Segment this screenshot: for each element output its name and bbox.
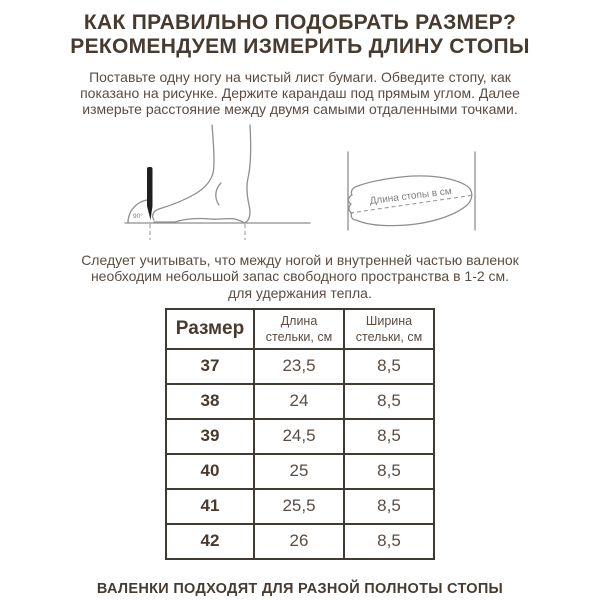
size-cell: 40 bbox=[166, 454, 254, 489]
measurement-instructions bbox=[0, 69, 600, 118]
width-cell: 8,5 bbox=[344, 524, 434, 559]
width-cell: 8,5 bbox=[344, 384, 434, 419]
width-cell: 8,5 bbox=[344, 349, 434, 384]
width-cell: 8,5 bbox=[344, 454, 434, 489]
length-cell: 25 bbox=[254, 454, 344, 489]
table-row bbox=[166, 384, 434, 419]
page-title bbox=[0, 11, 600, 60]
width-cell: 8,5 bbox=[344, 489, 434, 524]
length-cell: 26 bbox=[254, 524, 344, 559]
header-insole-width: Ширина стельки, см bbox=[344, 309, 434, 349]
length-cell: 24,5 bbox=[254, 419, 344, 454]
foot-outline-illustration bbox=[341, 146, 483, 238]
table-row bbox=[166, 524, 434, 559]
length-cell: 23,5 bbox=[254, 349, 344, 384]
length-cell: 24 bbox=[254, 384, 344, 419]
size-cell: 41 bbox=[166, 489, 254, 524]
size-table bbox=[165, 308, 435, 560]
size-cell: 39 bbox=[166, 419, 254, 454]
table-row bbox=[166, 419, 434, 454]
instruction-line: Поставьте одну ногу на чистый лист бумаги. Обведите стопу, как bbox=[89, 68, 511, 85]
size-cell: 38 bbox=[166, 384, 254, 419]
size-cell: 37 bbox=[166, 349, 254, 384]
instruction-line: измерьте расстояние между двумя самыми отдаленными точками. bbox=[82, 101, 518, 118]
illustrations-row bbox=[0, 121, 600, 243]
page-title-line2: РЕКОМЕНДУЕМ ИЗМЕРИТЬ ДЛИНУ СТОПЫ bbox=[70, 35, 530, 59]
note-line: необходим небольшой запас свободного пространства в 1-2 см. bbox=[90, 268, 510, 285]
pencil-icon bbox=[147, 167, 153, 220]
length-cell: 25,5 bbox=[254, 489, 344, 524]
note-line: Следует учитывать, что между ногой и внутренней частью валенок bbox=[81, 251, 519, 268]
size-cell: 42 bbox=[166, 524, 254, 559]
foot-length-label: Длина стопы в см bbox=[369, 185, 453, 207]
footer-note: ВАЛЕНКИ ПОДХОДЯТ ДЛЯ РАЗНОЙ ПОЛНОТЫ СТОПЫ bbox=[96, 580, 504, 597]
angle-label: 90° bbox=[133, 212, 143, 220]
header-size: Размер bbox=[166, 309, 254, 349]
page-title-line1: КАК ПРАВИЛЬНО ПОДОБРАТЬ РАЗМЕР? bbox=[83, 11, 517, 34]
note-line: для удержания тепла. bbox=[228, 284, 372, 301]
instruction-line: показано на рисунке. Держите карандаш под прямым углом. Далее bbox=[80, 85, 520, 102]
fit-allowance-note bbox=[0, 252, 600, 301]
foot-side-measure-illustration bbox=[117, 123, 315, 243]
table-row bbox=[166, 454, 434, 489]
table-header-row bbox=[166, 309, 434, 349]
table-row bbox=[166, 489, 434, 524]
table-row bbox=[166, 349, 434, 384]
width-cell: 8,5 bbox=[344, 419, 434, 454]
header-insole-length: Длина стельки, см bbox=[254, 309, 344, 349]
